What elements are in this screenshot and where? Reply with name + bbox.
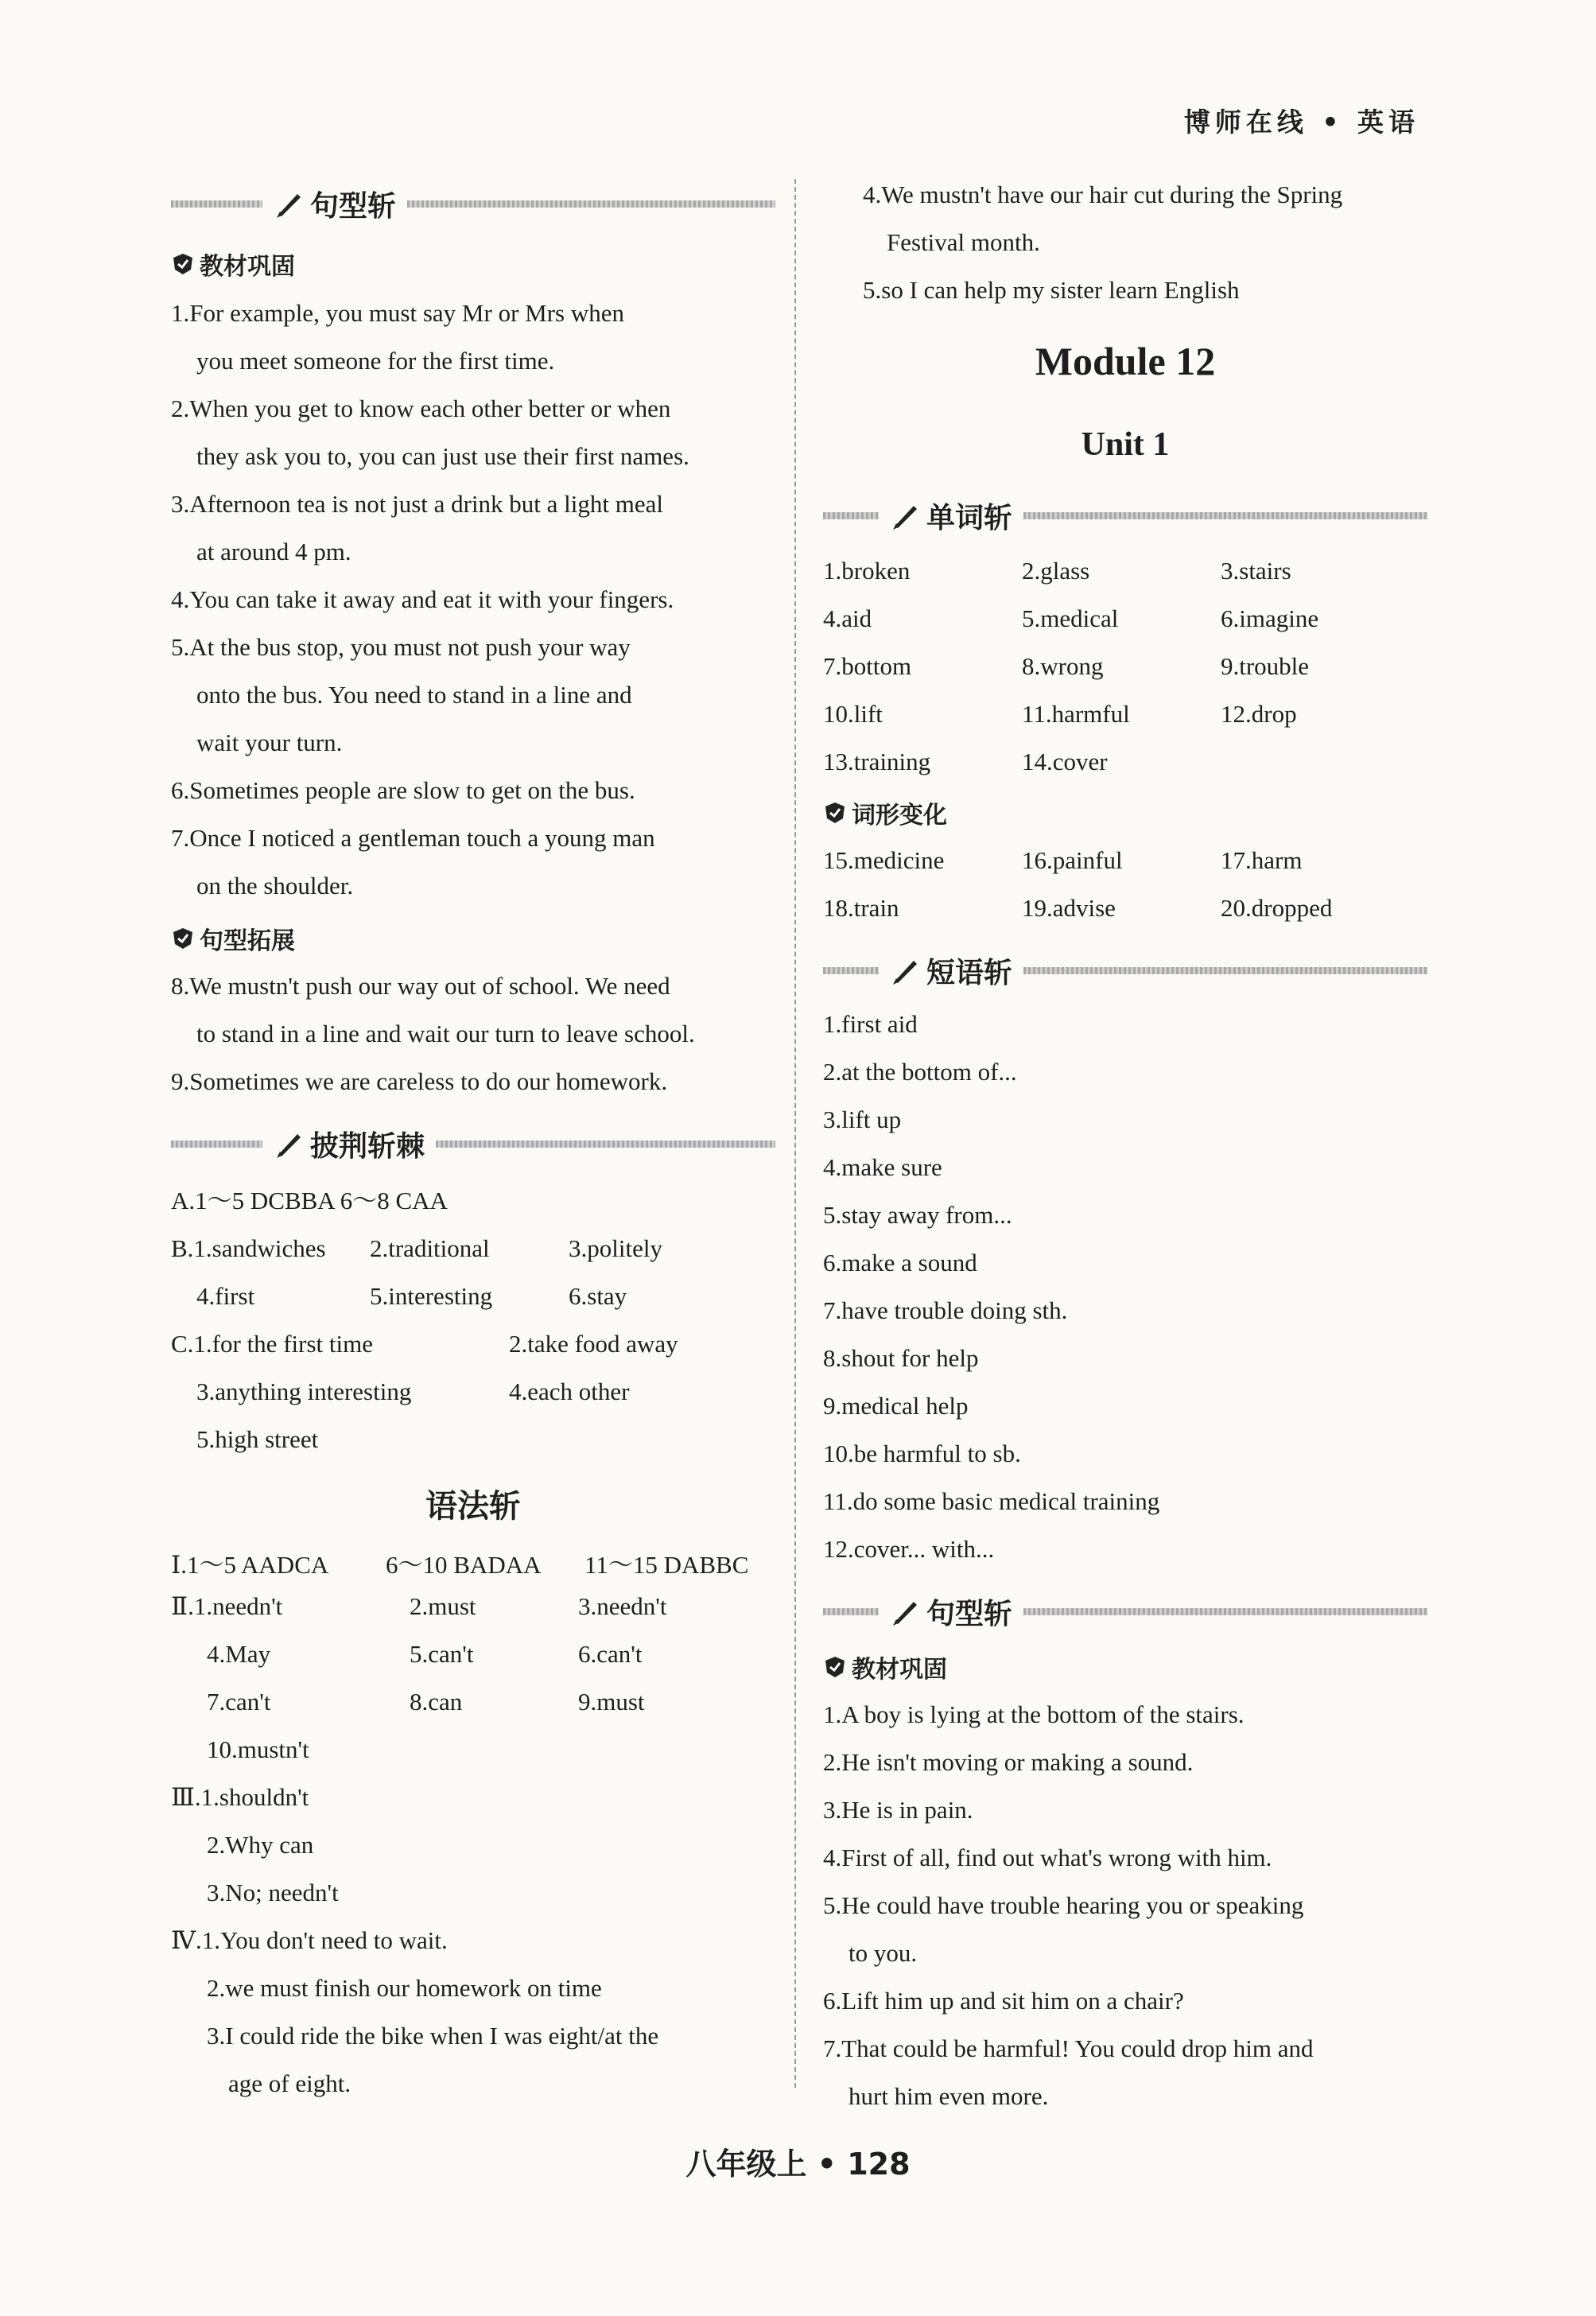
answer-item: 10.mustn't — [207, 1735, 309, 1763]
text-line: 8.We mustn't push our way out of school. We need — [171, 972, 670, 1000]
answer-item: 2.take food away — [509, 1330, 678, 1358]
text-line: 4.We mustn't have our hair cut during the Spring — [863, 181, 1343, 208]
text-line: 9.Sometimes we are careless to do our homework. — [171, 1067, 668, 1095]
word-item: 4.aid — [823, 604, 872, 632]
answer-item: 2.must — [410, 1592, 476, 1620]
word-item: 14.cover — [1022, 748, 1108, 775]
phrase-item: 9.medical help — [823, 1392, 969, 1420]
section-header-phrases — [823, 948, 1427, 993]
shield-icon — [823, 1655, 847, 1679]
text-line: 3.Afternoon tea is not just a drink but a light meal — [171, 490, 664, 518]
phrase-item: 11.do some basic medical training — [823, 1487, 1160, 1515]
unit-title: Unit 1 — [1081, 426, 1170, 463]
answer-item: 8.can — [410, 1688, 463, 1716]
section-title: 句型斩 — [926, 1597, 1013, 1630]
subheader-textbook-2: 教材巩固 — [823, 1650, 947, 1685]
page-footer — [0, 2139, 1596, 2183]
text-line: 5.so I can help my sister learn English — [863, 276, 1240, 304]
grammar-title: 语法斩 — [425, 1488, 521, 1525]
phrase-item: 1.first aid — [823, 1010, 918, 1038]
text-line: 4.First of all, find out what's wrong with him. — [823, 1844, 1272, 1871]
shield-icon — [823, 801, 847, 825]
text-line: at around 4 pm. — [196, 538, 351, 565]
answer-item: 2.we must finish our homework on time — [207, 1974, 602, 2002]
shield-icon — [171, 252, 195, 276]
answer-item: 6.stay — [569, 1282, 627, 1310]
answer-item: 5.can't — [410, 1640, 474, 1668]
shield-icon — [171, 927, 195, 950]
answer-item: B.1.sandwiches — [171, 1234, 326, 1262]
pen-icon — [274, 1128, 305, 1160]
answer-item: 3.No; needn't — [207, 1879, 339, 1906]
word-item: 1.broken — [823, 557, 911, 585]
text-line: 7.Once I noticed a gentleman touch a young man — [171, 824, 655, 852]
text-line: wait your turn. — [196, 729, 343, 756]
pen-icon — [890, 1595, 922, 1627]
phrase-item: 12.cover... with... — [823, 1535, 995, 1563]
answer-item: age of eight. — [228, 2069, 351, 2097]
text-line: 5.He could have trouble hearing you or speaking — [823, 1891, 1304, 1919]
answer-item: 6.can't — [578, 1640, 643, 1668]
word-item: 18.train — [823, 894, 899, 922]
word-item: 19.advise — [1022, 894, 1116, 922]
grade-label: 八年级上 • — [685, 2147, 837, 2182]
left-column — [171, 0, 775, 2316]
section-header-pijing — [171, 1121, 775, 1166]
text-line: hurt him even more. — [848, 2082, 1049, 2110]
word-item: 16.painful — [1022, 846, 1123, 874]
phrase-item: 3.lift up — [823, 1106, 902, 1133]
word-item: 9.trouble — [1221, 652, 1310, 680]
section-title: 短语斩 — [926, 956, 1013, 989]
word-item: 7.bottom — [823, 652, 912, 680]
text-line: 5.At the bus stop, you must not push your way — [171, 633, 631, 661]
word-item: 5.medical — [1022, 604, 1119, 632]
word-item: 15.medicine — [823, 846, 945, 874]
word-item: 6.imagine — [1221, 604, 1319, 632]
pen-icon — [890, 954, 922, 986]
word-item: 13.training — [823, 748, 931, 775]
answer-item: 3.politely — [569, 1234, 662, 1262]
word-item: 3.stairs — [1221, 557, 1291, 585]
text-line: 6.Lift him up and sit him on a chair? — [823, 1987, 1184, 2015]
answer-item: Ⅰ.1～5 AADCA — [171, 1551, 329, 1579]
answer-item: Ⅱ.1.needn't — [171, 1592, 283, 1620]
text-line: 2.He isn't moving or making a sound. — [823, 1748, 1194, 1776]
text-line: onto the bus. You need to stand in a line and — [196, 681, 632, 709]
answer-item: 4.each other — [509, 1378, 630, 1405]
text-line: 4.You can take it away and eat it with your fingers. — [171, 585, 674, 613]
text-line: 2.When you get to know each other better or when — [171, 394, 671, 422]
section-title: 单词斩 — [926, 501, 1013, 534]
subheader-textbook: 教材巩固 — [171, 247, 295, 282]
text-line: they ask you to, you can just use their first names. — [196, 442, 689, 470]
answer-item: 4.May — [207, 1640, 271, 1668]
text-line: on the shoulder. — [196, 872, 354, 900]
answer-item: 7.can't — [207, 1688, 271, 1716]
word-item: 10.lift — [823, 700, 883, 728]
pen-icon — [890, 499, 922, 531]
phrase-item: 5.stay away from... — [823, 1201, 1012, 1229]
text-line: 7.That could be harmful! You could drop him and — [823, 2034, 1314, 2062]
phrase-item: 7.have trouble doing sth. — [823, 1296, 1068, 1324]
section-header-sentence-2 — [823, 1589, 1427, 1634]
word-item: 11.harmful — [1022, 700, 1130, 728]
answer-item: 4.first — [196, 1282, 255, 1310]
text-line: to stand in a line and wait our turn to leave school. — [196, 1020, 695, 1047]
answer-line: A.1～5 DCBBA 6～8 CAA — [171, 1187, 448, 1214]
phrase-item: 8.shout for help — [823, 1344, 979, 1372]
phrase-item: 4.make sure — [823, 1153, 942, 1181]
text-line: 1.For example, you must say Mr or Mrs when — [171, 299, 624, 327]
answer-item: 3.I could ride the bike when I was eight/at the — [207, 2022, 659, 2050]
answer-item: 2.Why can — [207, 1831, 314, 1859]
column-divider — [794, 179, 796, 2088]
text-line: you meet someone for the first time. — [196, 347, 555, 375]
answer-item: 3.anything interesting — [196, 1378, 412, 1405]
subheader-word-forms: 词形变化 — [823, 795, 947, 830]
word-item: 12.drop — [1221, 700, 1297, 728]
answer-item: C.1.for the first time — [171, 1330, 373, 1358]
text-line: to you. — [848, 1939, 918, 1967]
text-line: 6.Sometimes people are slow to get on the bus. — [171, 776, 635, 804]
answer-item: 5.high street — [196, 1425, 319, 1453]
word-item: 20.dropped — [1221, 894, 1333, 922]
answer-item: 5.interesting — [370, 1282, 493, 1310]
pen-icon — [274, 188, 305, 220]
word-item: 2.glass — [1022, 557, 1090, 585]
answer-item: 2.traditional — [370, 1234, 490, 1262]
answer-item: 6～10 BADAA — [386, 1551, 542, 1579]
word-item: 17.harm — [1221, 846, 1303, 874]
section-header-words — [823, 493, 1427, 538]
answer-item: 9.must — [578, 1688, 645, 1716]
answer-item: 3.needn't — [578, 1592, 667, 1620]
phrase-item: 2.at the bottom of... — [823, 1058, 1017, 1086]
page-number: 128 — [847, 2147, 911, 2182]
answer-item: Ⅳ.1.You don't need to wait. — [171, 1926, 448, 1954]
right-column — [823, 0, 1427, 2316]
phrase-item: 6.make a sound — [823, 1249, 977, 1277]
answer-item: 11～15 DABBC — [584, 1551, 749, 1579]
section-title: 披荆斩棘 — [310, 1129, 425, 1163]
text-line: 3.He is in pain. — [823, 1796, 973, 1824]
answer-item: Ⅲ.1.shouldn't — [171, 1783, 309, 1811]
text-line: 1.A boy is lying at the bottom of the stairs. — [823, 1700, 1245, 1728]
word-item: 8.wrong — [1022, 652, 1104, 680]
header-brand: 博师在线 • 英语 — [1183, 107, 1419, 138]
text-line: Festival month. — [887, 228, 1040, 256]
section-header-sentence — [171, 181, 775, 226]
subheader-expand: 句型拓展 — [171, 921, 295, 956]
section-title: 句型斩 — [310, 189, 397, 223]
phrase-item: 10.be harmful to sb. — [823, 1440, 1021, 1467]
module-title: Module 12 — [1035, 339, 1216, 383]
